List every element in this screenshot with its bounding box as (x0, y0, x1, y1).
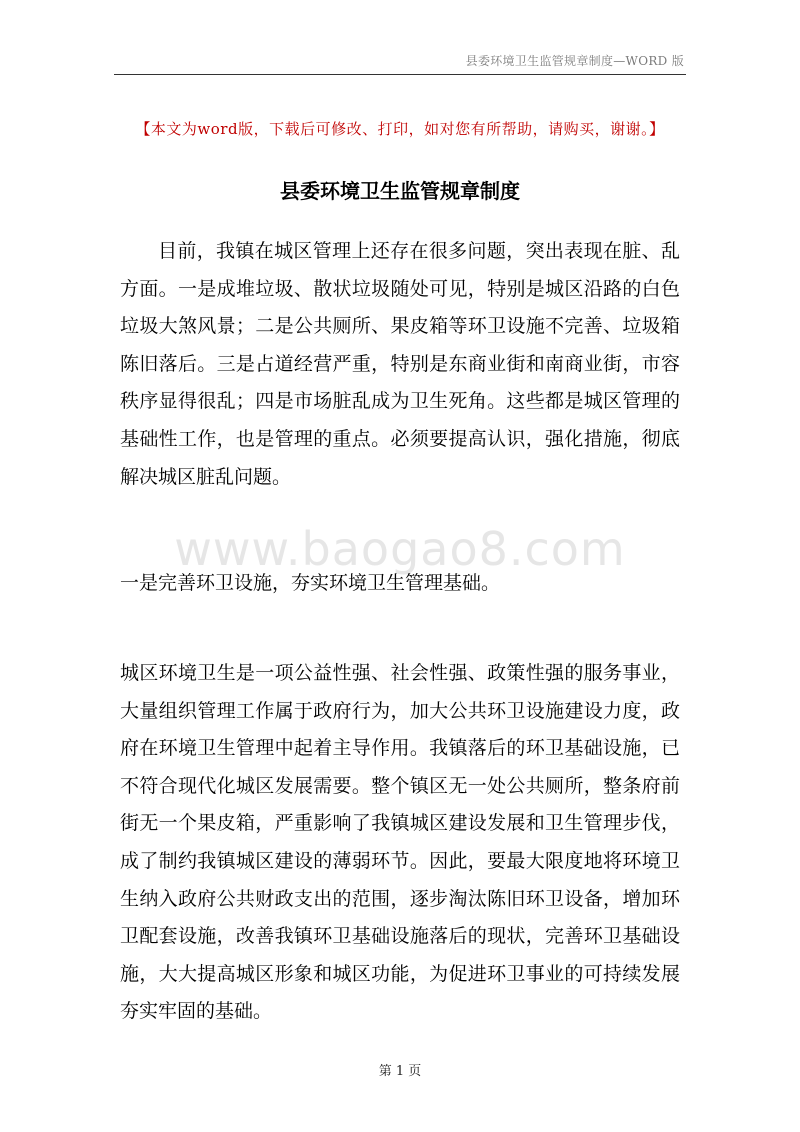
paragraph-intro: 目前，我镇在城区管理上还存在很多问题，突出表现在脏、乱方面。一是成堆垃圾、散状垃圾随处可见，特别是城区沿路的白色垃圾大煞风景；二是公共厕所、果皮箱等环卫设施不完善、垃圾箱陈旧落后。三是占道经营严重，特别是东商业街和南商业街，市容秩序显得很乱；四是市场脏乱成为卫生死角。这些都是城区管理的基础性工作，也是管理的重点。必须要提高认识，强化措施，彻底解决城区脏乱问题。 (120, 240, 680, 488)
section-heading-1: 一是完善环卫设施，夯实环境卫生管理基础。 (120, 572, 501, 594)
page-number: 第 1 页 (378, 1064, 422, 1079)
document-title: 县委环境卫生监管规章制度 (280, 179, 520, 203)
watermark: www.baogao8.com (174, 522, 626, 576)
paragraph-section-1: 城区环境卫生是一项公益性强、社会性强、政策性强的服务事业，大量组织管理工作属于政府行为，加大公共环卫设施建设力度，政府在环境卫生管理中起着主导作用。我镇落后的环卫基础设施，已不符合现代化城区发展需要。整个镇区无一处公共厕所，整条府前街无一个果皮箱，严重影响了我镇城区建设发展和卫生管理步伐，成了制约我镇城区建设的薄弱环节。因此，要最大限度地将环境卫生纳入政府公共财政支出的范围，逐步淘汰陈旧环卫设备，增加环卫配套设施，改善我镇环卫基础设施落后的现状，完善环卫基础设施，大大提高城区形象和城区功能，为促进环卫事业的可持续发展夯实牢固的基础。 (120, 662, 680, 1023)
header-divider (114, 74, 686, 75)
running-header: 县委环境卫生监管规章制度—WORD 版 (465, 54, 684, 68)
purchase-notice: 【本文为word版，下载后可修改、打印，如对您有所帮助，请购买，谢谢。】 (135, 120, 665, 138)
